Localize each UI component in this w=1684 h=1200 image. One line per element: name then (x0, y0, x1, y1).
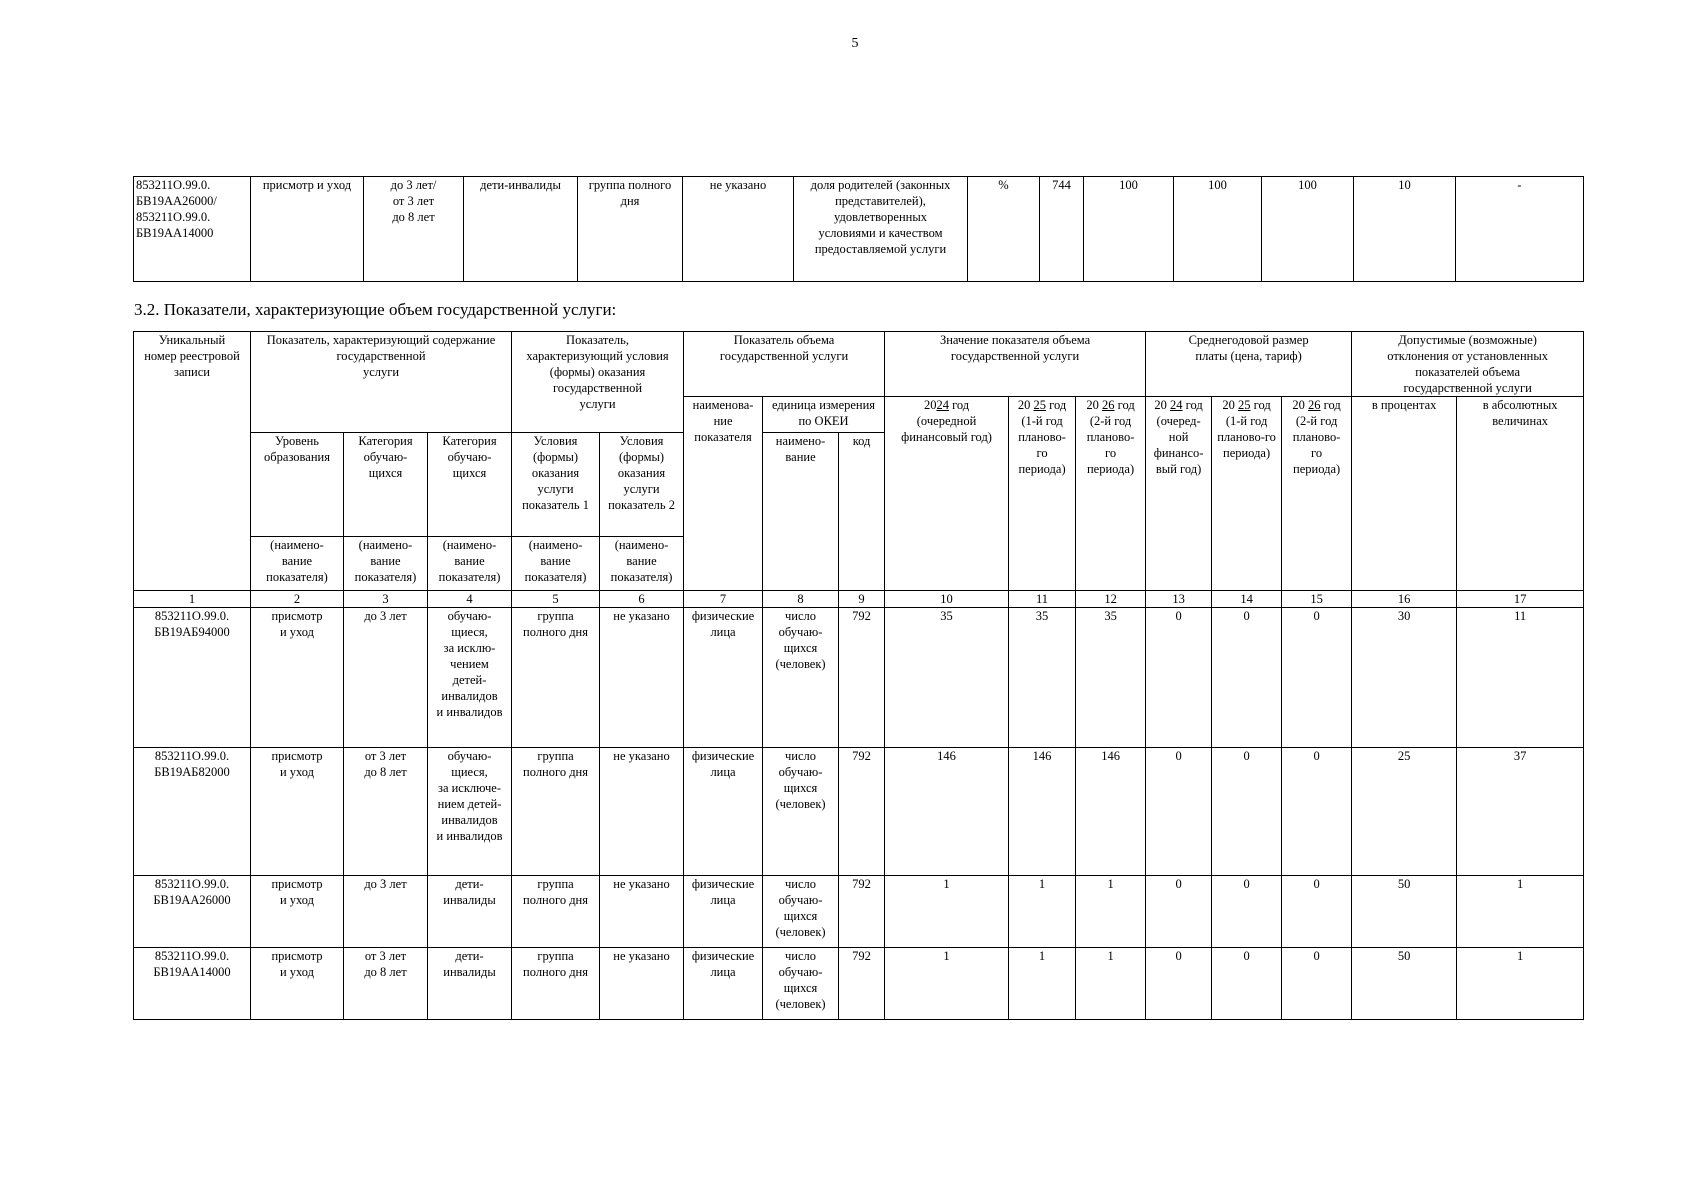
deviation-percent-cell: 50 (1352, 948, 1457, 1020)
conditions-cell: группа полного дня (578, 177, 683, 282)
conditions-cell: группа полного дня (512, 608, 600, 748)
column-number: 6 (600, 591, 684, 608)
age-cell: от 3 лет до 8 лет (344, 948, 428, 1020)
unit-code-cell: 792 (839, 876, 885, 948)
fee-cell: 0 (1282, 748, 1352, 876)
value-cell: 100 (1084, 177, 1174, 282)
header-deviation-absolute: в абсолютных величинах (1457, 397, 1584, 537)
age-cell: до 3 лет (344, 876, 428, 948)
value-cell: 1 (1009, 876, 1076, 948)
category-cell: обучаю- щиеся, за исключе- нием детей- инвалидов и инвалидов (428, 748, 512, 876)
header-category-1: Категория обучаю- щихся (344, 433, 428, 537)
deviation-cell: - (1456, 177, 1584, 282)
header-row (134, 332, 1584, 397)
column-number: 14 (1212, 591, 1282, 608)
column-number: 2 (251, 591, 344, 608)
section-title: 3.2. Показатели, характеризующие объем государственной услуги: (134, 300, 617, 319)
value-cell: 1 (885, 948, 1009, 1020)
column-number: 15 (1282, 591, 1352, 608)
table-row (134, 177, 1584, 282)
header-deviation: Допустимые (возможные) отклонения от установленных показателей объема государственной услуги (1352, 332, 1584, 397)
deviation-percent-cell: 30 (1352, 608, 1457, 748)
header-name-ind: (наимено- вание показателя) (344, 537, 428, 591)
header-volume-name: наименова- ние показателя (684, 397, 763, 537)
header-year-3: 20 26 год (2-й год планово- го периода) (1076, 397, 1146, 537)
content-cell: присмотр и уход (251, 608, 344, 748)
column-number: 13 (1146, 591, 1212, 608)
column-number: 3 (344, 591, 428, 608)
column-number: 5 (512, 591, 600, 608)
indicator-name-cell: физические лица (684, 948, 763, 1020)
conditions2-cell: не указано (600, 748, 684, 876)
registry-cell: 853211О.99.0. БВ19АА26000 (134, 876, 251, 948)
value-cell: 146 (1009, 748, 1076, 876)
deviation-cell: 10 (1354, 177, 1456, 282)
header-unit-name: наимено- вание (763, 433, 839, 537)
fee-cell: 0 (1282, 876, 1352, 948)
registry-cell: 853211О.99.0. БВ19АБ82000 (134, 748, 251, 876)
indicator-name-cell: физические лица (684, 608, 763, 748)
header-name-ind: (наимено- вание показателя) (600, 537, 684, 591)
unit-code-cell: 792 (839, 748, 885, 876)
header-condition-2: Условия (формы) оказания услуги показатель 2 (600, 433, 684, 537)
conditions2-cell: не указано (600, 876, 684, 948)
column-number: 1 (134, 591, 251, 608)
volume-table (133, 331, 1584, 1020)
header-conditions: Показатель, характеризующий условия (формы) оказания государственной услуги (512, 332, 684, 433)
value-cell: 100 (1174, 177, 1262, 282)
category-cell: дети- инвалиды (428, 876, 512, 948)
header-fee-year-3: 20 26 год (2-й год планово- го периода) (1282, 397, 1352, 537)
table-row (134, 608, 1584, 748)
conditions2-cell: не указано (683, 177, 794, 282)
quality-table (133, 176, 1584, 282)
deviation-absolute-cell: 37 (1457, 748, 1584, 876)
fee-cell: 0 (1146, 948, 1212, 1020)
column-number: 9 (839, 591, 885, 608)
column-number: 8 (763, 591, 839, 608)
conditions2-cell: не указано (600, 608, 684, 748)
header-content: Показатель, характеризующий содержание государственной услуги (251, 332, 512, 433)
value-cell: 146 (885, 748, 1009, 876)
deviation-percent-cell: 25 (1352, 748, 1457, 876)
registry-cell: 853211О.99.0. БВ19АА14000 (134, 948, 251, 1020)
header-unit-code: код (839, 433, 885, 537)
fee-cell: 0 (1212, 748, 1282, 876)
header-fee: Среднегодовой размер платы (цена, тариф) (1146, 332, 1352, 397)
unit-name-cell: число обучаю- щихся (человек) (763, 748, 839, 876)
value-cell: 35 (1009, 608, 1076, 748)
header-fee-year-2: 20 25 год (1-й год планово-го периода) (1212, 397, 1282, 537)
fee-cell: 0 (1146, 876, 1212, 948)
code-cell: 744 (1040, 177, 1084, 282)
content-cell: присмотр и уход (251, 177, 364, 282)
header-condition-1: Условия (формы) оказания услуги показатель 1 (512, 433, 600, 537)
conditions-cell: группа полного дня (512, 876, 600, 948)
header-name-ind: (наимено- вание показателя) (512, 537, 600, 591)
table-row (134, 948, 1584, 1020)
header-year-2: 20 25 год (1-й год планово- го периода) (1009, 397, 1076, 537)
header-row (134, 537, 1584, 591)
registry-cell: 853211О.99.0. БВ19АА26000/ 853211О.99.0. БВ19АА14000 (134, 177, 251, 282)
fee-cell: 0 (1282, 948, 1352, 1020)
column-number: 11 (1009, 591, 1076, 608)
header-year-1: 2024 год (очередной финансовый год) (885, 397, 1009, 537)
value-cell: 35 (885, 608, 1009, 748)
column-numbers-row (134, 591, 1584, 608)
fee-cell: 0 (1282, 608, 1352, 748)
unit-code-cell: 792 (839, 608, 885, 748)
header-level: Уровень образования (251, 433, 344, 537)
deviation-absolute-cell: 11 (1457, 608, 1584, 748)
value-cell: 1 (1009, 948, 1076, 1020)
column-number: 16 (1352, 591, 1457, 608)
header-value: Значение показателя объема государственной услуги (885, 332, 1146, 397)
value-cell: 1 (1076, 876, 1146, 948)
value-cell: 100 (1262, 177, 1354, 282)
fee-cell: 0 (1146, 608, 1212, 748)
unit-cell: % (968, 177, 1040, 282)
header-deviation-percent: в процентах (1352, 397, 1457, 537)
column-number: 10 (885, 591, 1009, 608)
age-cell: до 3 лет/ от 3 лет до 8 лет (364, 177, 464, 282)
unit-name-cell: число обучаю- щихся (человек) (763, 876, 839, 948)
category-cell: обучаю- щиеся, за исклю- чением детей- инвалидов и инвалидов (428, 608, 512, 748)
column-number: 12 (1076, 591, 1146, 608)
value-cell: 35 (1076, 608, 1146, 748)
registry-cell: 853211О.99.0. БВ19АБ94000 (134, 608, 251, 748)
age-cell: от 3 лет до 8 лет (344, 748, 428, 876)
table-row (134, 748, 1584, 876)
header-fee-year-1: 20 24 год (очеред- ной финансо- вый год) (1146, 397, 1212, 537)
column-number: 7 (684, 591, 763, 608)
header-name-ind: (наимено- вание показателя) (251, 537, 344, 591)
column-number: 17 (1457, 591, 1584, 608)
conditions-cell: группа полного дня (512, 748, 600, 876)
indicator-name-cell: доля родителей (законных представителей), удовлетворенных условиями и качеством предоставляемой услуги (794, 177, 968, 282)
header-volume-unit: единица измерения по ОКЕИ (763, 397, 885, 433)
deviation-absolute-cell: 1 (1457, 876, 1584, 948)
conditions2-cell: не указано (600, 948, 684, 1020)
deviation-absolute-cell: 1 (1457, 948, 1584, 1020)
value-cell: 1 (1076, 948, 1146, 1020)
content-cell: присмотр и уход (251, 748, 344, 876)
age-cell: до 3 лет (344, 608, 428, 748)
header-volume: Показатель объема государственной услуги (684, 332, 885, 397)
column-number: 4 (428, 591, 512, 608)
content-cell: присмотр и уход (251, 948, 344, 1020)
page-number: 5 (851, 36, 859, 51)
header-registry: Уникальный номер реестровой записи (134, 332, 251, 537)
indicator-name-cell: физические лица (684, 876, 763, 948)
fee-cell: 0 (1212, 876, 1282, 948)
header-name-ind: (наимено- вание показателя) (428, 537, 512, 591)
conditions-cell: группа полного дня (512, 948, 600, 1020)
value-cell: 1 (885, 876, 1009, 948)
header-category-2: Категория обучаю- щихся (428, 433, 512, 537)
category-cell: дети- инвалиды (428, 948, 512, 1020)
unit-name-cell: число обучаю- щихся (человек) (763, 948, 839, 1020)
category-cell: дети-инвалиды (464, 177, 578, 282)
fee-cell: 0 (1212, 608, 1282, 748)
table-row (134, 876, 1584, 948)
unit-name-cell: число обучаю- щихся (человек) (763, 608, 839, 748)
deviation-percent-cell: 50 (1352, 876, 1457, 948)
fee-cell: 0 (1212, 948, 1282, 1020)
indicator-name-cell: физические лица (684, 748, 763, 876)
value-cell: 146 (1076, 748, 1146, 876)
content-cell: присмотр и уход (251, 876, 344, 948)
unit-code-cell: 792 (839, 948, 885, 1020)
fee-cell: 0 (1146, 748, 1212, 876)
